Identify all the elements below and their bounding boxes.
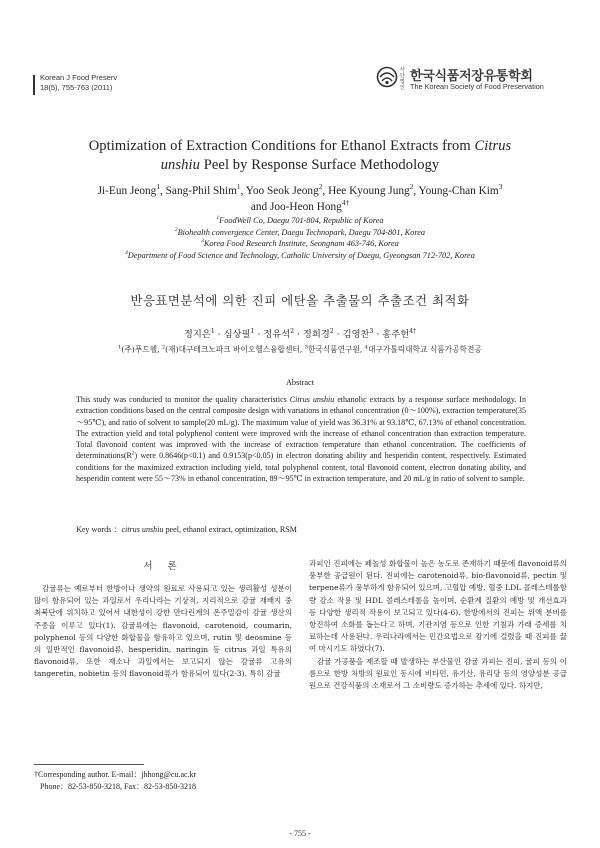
society-seal-text: 사단법인 bbox=[400, 67, 405, 91]
author: Ji-Eun Jeong bbox=[97, 185, 157, 197]
keywords: Key words ：citrus unshiu peel, ethanol extract, optimization, RSM bbox=[76, 525, 297, 534]
journal-rule bbox=[33, 75, 35, 95]
page-number: - 755 - bbox=[289, 829, 311, 838]
society-korean-name: 한국식품저장유통학회 bbox=[410, 69, 533, 84]
introduction-right-column bbox=[309, 558, 567, 692]
affiliation: $^1$FoodWell Co, Daegu 701-804, Republic of Korea bbox=[216, 215, 384, 225]
section-heading-introduction: 서 론 bbox=[143, 561, 183, 572]
affiliation: $^3$Korea Food Research Institute, Seongnam 463-746, Korea bbox=[201, 238, 399, 248]
author: Yoo Seok Jeong bbox=[245, 185, 319, 197]
abstract-body: This study was conducted to monitor the quality characteristics Citrus unshiu ethanolic extracts by a response surface methodology. In extraction conditions based on the central composite design with variations in ethanol concentration (0～100%), extraction temperature(35～95℃), and ratio of solvent to sample(20 mL/g). The maximum value of yield was 36.31% at 93.18℃, 67.13% of ethanol concentration. The extraction yield and total polyphenol content were improved with the increase of ethanol concentration than extraction temperature. Total flavonoid content was improved with the increase of extraction temperature than ethanol concentration. The coefficients of $determinations(R^2)$ were 0.8646(p<0.1) and 0.9153(p<0.05) in electron donating ability and hesperidin content, respectively. Estimated conditions for the maximized extraction including yield, total polyphenol content, total flavonoid content, electron donating ability, and hesperidin content were 55～73% in ethanol concentration, 89～95℃ in extraction temperature, and 20 mL/g in ratio of solvent to sample. bbox=[76, 395, 526, 483]
affiliation: $^4$Department of Food Science and Technology, Catholic University of Daegu, Gyeongsan 712-702, Korea bbox=[125, 249, 475, 260]
author: and Joo-Heon Hong bbox=[250, 200, 342, 213]
society-logo bbox=[376, 64, 576, 94]
korean-affiliation-list: $^1$(주)푸드웰, $^2$(재)대구테크노파크 바이오헬스융합센터, $^3$한국식품연구원, $^4$대구가톨릭대학교 식품가공학전공 bbox=[118, 344, 482, 354]
korean-author-list: 정지은$^1$ · 심상필$^1$ · 정유석$^2$ · 정희경$^2$ · 김영찬$^3$ · 홍주헌$^{4\dagger}$ bbox=[183, 327, 417, 340]
introduction-left-column bbox=[34, 583, 292, 681]
corresponding-author-footnote: †Corresponding author. E-mail：jhhong@cu.ac.kr Phone：82-53-850-3218, Fax：82-53-850-3218 bbox=[34, 770, 197, 791]
paragraph: 감귤 가공품을 제조할 때 발생하는 부산물인 감귤 과피는 진피, 귤피 등의 이름으로 한방 처방의 원료인 동시에 비타민, 유기산, 유리당 등의 영양성분 공급원으로 건강식품의 소재로서 그 소비량도 증가하는 추세에 있다. 하지만, bbox=[309, 656, 567, 691]
paper-title: Optimization of Extraction Conditions for Ethanol Extracts from Citrus unshiu Peel by Response Surface Methodology bbox=[88, 138, 512, 173]
journal-citation: 18(5), 755-763 (2011) bbox=[40, 82, 113, 92]
author: Young-Chan Kim bbox=[418, 185, 499, 197]
society-emblem-icon bbox=[376, 66, 398, 88]
paragraph: 감귤류는 예로부터 한방이나 생약의 원료로 사용되고 있는 생리활성 성분이 많이 함유되어 있는 과일로서 우리나라는 기상적, 지리적으로 감귤 재배지 중 최북단에 위치하고 있어서 내한성이 강한 만다린계의 온주밀감이 감귤 생산의 주종을 이루고 있다(1). 감귤류에는 flavonoid, carotenoid, coumarin, polyphenol 등의 다양한 화합물을 함유하고 있으며, rutin 및 deosmine 등의 일반적인 flavonoid류, hesperidin, naringin 등 citrus 과일 특유의 flavonoid류, 또한 재소나 과일에서는 보고되지 않는 감귤류 고유의 tangeretin, nobietin 등의 flavonoid류가 함유되어 있다(2-3). 특히 감귤 bbox=[34, 584, 292, 679]
affiliation: $^2$Biohealth convergence Center, Daegu Technopark, Daegu 704-801, Korea bbox=[174, 226, 426, 237]
abstract-heading: Abstract bbox=[285, 378, 315, 387]
footnote-rule bbox=[34, 764, 144, 765]
author-list: Ji-Eun Jeong$^1$, Sang-Phil Shim$^1$, Yoo Seok Jeong$^2$, Hee Kyoung Jung$^2$, Young-Chan Kim$^3$ and Joo-Heon Hong$^{4\dagger}$ bbox=[97, 182, 503, 213]
affiliation-list bbox=[40, 215, 560, 261]
journal-name: Korean J Food Preserv bbox=[40, 73, 118, 82]
author: Sang-Phil Shim bbox=[165, 185, 237, 197]
author: Hee Kyoung Jung bbox=[328, 185, 410, 197]
society-english-name: The Korean Society of Food Preservation bbox=[410, 82, 544, 91]
korean-title: 반응표면분석에 의한 진피 에탄올 추출물의 추출조건 최적화 bbox=[130, 294, 470, 308]
journal-info bbox=[40, 73, 117, 92]
paragraph: 과피인 진피에는 페놀성 화합물이 높은 농도로 존재하기 때문에 flavonoid류의 풍부한 공급원이 된다. 진피에는 carotenoid류, bio-flavonoid류, pectin 및 terpene류가 풍부하게 함유되어 있으며, 고혈압 예방, 혈중 LDL 콜레스테롤함량 감소 작용 및 HDL 콜레스테롤을 높이며, 순환계 질환의 예방 및 개선효과 등 다양한 생리적 작용이 보고되고 있다(4-6). 한방에서의 진피는 위액 분비를 항진하여 소화를 돕는다고 하며, 기관지염 등으로 인한 기침과 가래 증세를 치료하는데 사용된다. 우리나라에서는 민간요법으로 감기에 걸렸을 때 진피를 끓여 마시기도 하였다(7). bbox=[309, 559, 567, 654]
